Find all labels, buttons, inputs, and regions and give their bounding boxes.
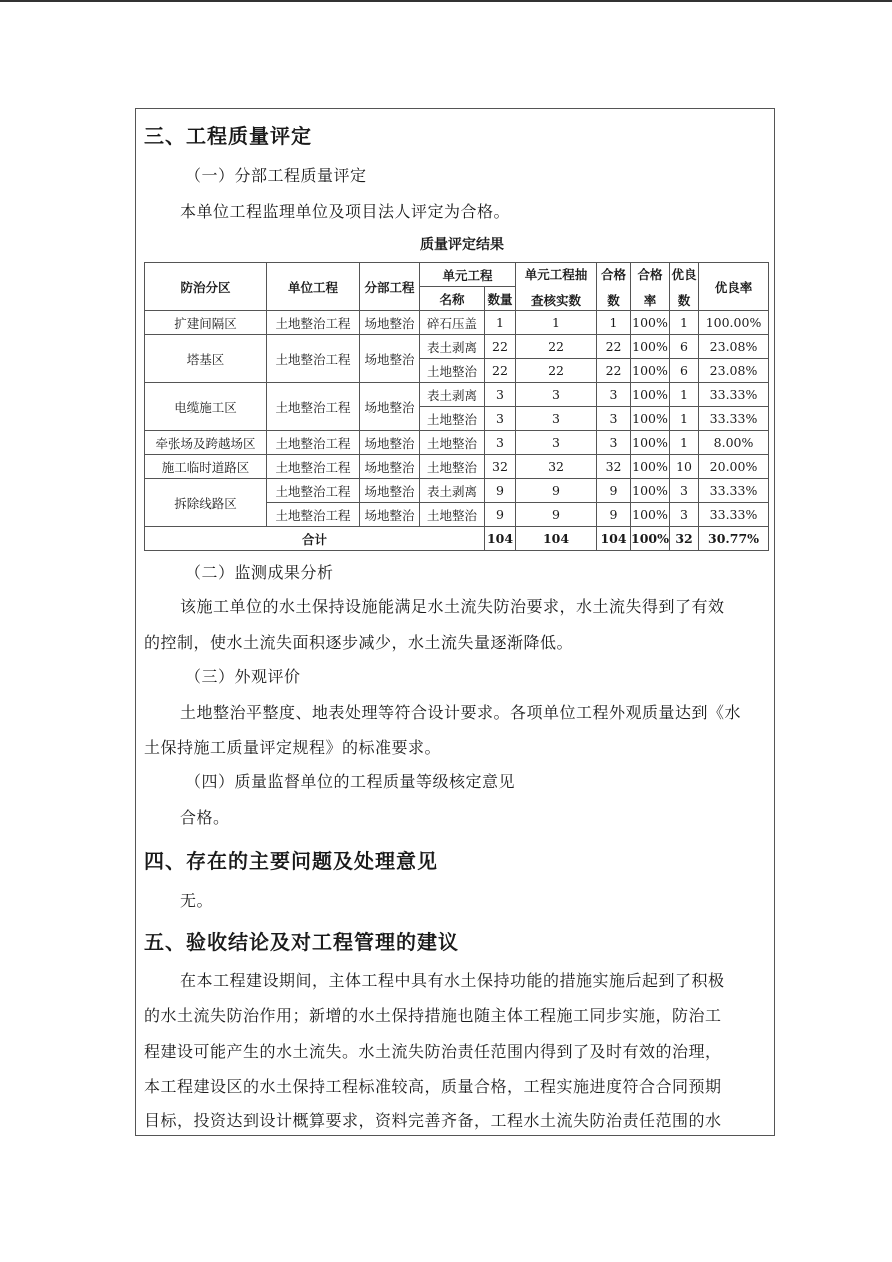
cell-zone: 扩建间隔区 — [145, 311, 267, 335]
table-total-row — [145, 527, 769, 551]
cell-count: 9 — [485, 479, 516, 503]
section5-line2: 的水土流失防治作用；新增的水土保持措施也随主体工程施工同步实施，防治工 — [144, 1006, 722, 1025]
section3-title: 三、工程质量评定 — [144, 124, 312, 148]
cell-unit: 土地整治工程 — [267, 455, 360, 479]
table-row — [145, 479, 769, 503]
cell-good-rate: 33.33% — [699, 503, 769, 527]
total-label: 合计 — [145, 527, 485, 551]
cell-zone: 施工临时道路区 — [145, 455, 267, 479]
total-pass-rate: 100% — [631, 527, 670, 551]
cell-name: 土地整治 — [420, 359, 485, 383]
page-top-border — [0, 0, 892, 2]
total-good: 32 — [670, 527, 699, 551]
cell-good-rate: 33.33% — [699, 383, 769, 407]
cell-pass: 22 — [597, 359, 631, 383]
table-row — [145, 455, 769, 479]
section3-sub4-text: 合格。 — [180, 808, 230, 827]
header-name: 名称 — [420, 287, 485, 311]
cell-good: 3 — [670, 503, 699, 527]
header-good-line2: 数 — [677, 292, 691, 308]
cell-count: 32 — [485, 455, 516, 479]
table-row — [145, 311, 769, 335]
header-good-line1: 优良 — [671, 266, 697, 282]
cell-pass: 32 — [597, 455, 631, 479]
cell-good: 3 — [670, 479, 699, 503]
total-check: 104 — [516, 527, 597, 551]
cell-pass-rate: 100% — [631, 335, 670, 359]
cell-check: 9 — [516, 503, 597, 527]
cell-pass-rate: 100% — [631, 359, 670, 383]
section5-line4: 本工程建设区的水土保持工程标准较高，质量合格，工程实施进度符合合同预期 — [144, 1077, 722, 1096]
cell-good: 10 — [670, 455, 699, 479]
section3-sub2: （二）监测成果分析 — [185, 563, 334, 582]
cell-name: 碎石压盖 — [420, 311, 485, 335]
cell-good-rate: 20.00% — [699, 455, 769, 479]
header-check-line2: 查核实数 — [531, 292, 582, 308]
section4-title: 四、存在的主要问题及处理意见 — [144, 849, 438, 873]
cell-zone: 电缆施工区 — [145, 383, 267, 431]
cell-count: 22 — [485, 335, 516, 359]
cell-name: 土地整治 — [420, 503, 485, 527]
cell-pass: 9 — [597, 503, 631, 527]
cell-unit: 土地整治工程 — [267, 383, 360, 431]
cell-part: 场地整治 — [360, 311, 420, 335]
section3-sub1: （一）分部工程质量评定 — [185, 166, 367, 185]
cell-count: 3 — [485, 383, 516, 407]
total-good-rate: 30.77% — [699, 527, 769, 551]
total-pass: 104 — [597, 527, 631, 551]
cell-good: 1 — [670, 407, 699, 431]
cell-count: 3 — [485, 407, 516, 431]
cell-zone: 牵张场及跨越场区 — [145, 431, 267, 455]
quality-table — [144, 262, 769, 551]
table-row — [145, 431, 769, 455]
header-count: 数量 — [485, 287, 516, 311]
cell-part: 场地整治 — [360, 335, 420, 383]
cell-unit: 土地整治工程 — [267, 335, 360, 383]
header-good — [670, 263, 699, 311]
cell-check: 3 — [516, 431, 597, 455]
header-pass-rate — [631, 263, 670, 311]
cell-check: 9 — [516, 479, 597, 503]
cell-pass-rate: 100% — [631, 407, 670, 431]
cell-part: 场地整治 — [360, 503, 420, 527]
cell-count: 1 — [485, 311, 516, 335]
cell-good: 6 — [670, 335, 699, 359]
cell-unit: 土地整治工程 — [267, 479, 360, 503]
section5-line5: 目标，投资达到设计概算要求，资料完善齐备，工程水土流失防治责任范围的水 — [144, 1111, 722, 1130]
table-row — [145, 383, 769, 407]
cell-count: 3 — [485, 431, 516, 455]
cell-name: 土地整治 — [420, 407, 485, 431]
total-count: 104 — [485, 527, 516, 551]
table-row — [145, 335, 769, 359]
header-pass-rate-line1: 合格 — [637, 266, 663, 282]
cell-good: 1 — [670, 383, 699, 407]
header-zone: 防治分区 — [145, 263, 267, 311]
cell-pass: 3 — [597, 431, 631, 455]
section3-sub2-line1: 该施工单位的水土保持设施能满足水土流失防治要求，水土流失得到了有效 — [180, 597, 725, 616]
section3-sub3-line1: 土地整治平整度、地表处理等符合设计要求。各项单位工程外观质量达到《水 — [180, 703, 742, 722]
cell-zone: 拆除线路区 — [145, 479, 267, 527]
cell-pass-rate: 100% — [631, 479, 670, 503]
cell-good-rate: 23.08% — [699, 359, 769, 383]
cell-pass-rate: 100% — [631, 455, 670, 479]
header-check — [516, 263, 597, 311]
header-check-line1: 单元工程抽 — [524, 266, 588, 282]
header-good-rate: 优良率 — [699, 263, 769, 311]
cell-good-rate: 33.33% — [699, 479, 769, 503]
cell-pass: 3 — [597, 407, 631, 431]
cell-name: 表土剥离 — [420, 335, 485, 359]
cell-check: 1 — [516, 311, 597, 335]
section3-sub2-line2: 的控制，使水土流失面积逐步减少，水土流失量逐渐降低。 — [144, 633, 574, 652]
section5-title: 五、验收结论及对工程管理的建议 — [144, 930, 459, 954]
header-pass — [597, 263, 631, 311]
cell-check: 22 — [516, 359, 597, 383]
cell-good: 1 — [670, 431, 699, 455]
section3-sub1-text: 本单位工程监理单位及项目法人评定为合格。 — [180, 202, 511, 221]
table-caption: 质量评定结果 — [420, 237, 504, 253]
cell-good-rate: 100.00% — [699, 311, 769, 335]
cell-check: 3 — [516, 407, 597, 431]
cell-check: 3 — [516, 383, 597, 407]
section5-line1: 在本工程建设期间，主体工程中具有水土保持功能的措施实施后起到了积极 — [180, 971, 725, 990]
cell-good-rate: 8.00% — [699, 431, 769, 455]
cell-name: 表土剥离 — [420, 479, 485, 503]
cell-count: 22 — [485, 359, 516, 383]
header-pass-line2: 数 — [607, 292, 620, 308]
cell-part: 场地整治 — [360, 431, 420, 455]
cell-check: 22 — [516, 335, 597, 359]
cell-good: 6 — [670, 359, 699, 383]
section4-text: 无。 — [180, 891, 214, 910]
cell-pass-rate: 100% — [631, 311, 670, 335]
cell-pass: 9 — [597, 479, 631, 503]
cell-unit: 土地整治工程 — [267, 503, 360, 527]
cell-count: 9 — [485, 503, 516, 527]
header-unit: 单位工程 — [267, 263, 360, 311]
cell-name: 表土剥离 — [420, 383, 485, 407]
cell-pass-rate: 100% — [631, 383, 670, 407]
section3-sub3: （三）外观评价 — [185, 667, 301, 686]
section5-line3: 程建设可能产生的水土流失。水土流失防治责任范围内得到了及时有效的治理， — [144, 1042, 722, 1061]
cell-part: 场地整治 — [360, 455, 420, 479]
cell-name: 土地整治 — [420, 455, 485, 479]
cell-unit: 土地整治工程 — [267, 311, 360, 335]
cell-pass-rate: 100% — [631, 503, 670, 527]
cell-unit: 土地整治工程 — [267, 431, 360, 455]
cell-good: 1 — [670, 311, 699, 335]
cell-pass: 22 — [597, 335, 631, 359]
section3-sub3-line2: 土保持施工质量评定规程》的标准要求。 — [144, 738, 442, 757]
cell-pass: 1 — [597, 311, 631, 335]
cell-part: 场地整治 — [360, 383, 420, 431]
cell-pass-rate: 100% — [631, 431, 670, 455]
cell-check: 32 — [516, 455, 597, 479]
header-part: 分部工程 — [360, 263, 420, 311]
cell-pass: 3 — [597, 383, 631, 407]
cell-name: 土地整治 — [420, 431, 485, 455]
cell-good-rate: 33.33% — [699, 407, 769, 431]
header-element: 单元工程 — [420, 263, 516, 287]
cell-zone: 塔基区 — [145, 335, 267, 383]
cell-good-rate: 23.08% — [699, 335, 769, 359]
header-pass-line1: 合格 — [601, 266, 627, 282]
header-pass-rate-line2: 率 — [643, 292, 657, 308]
section3-sub4: （四）质量监督单位的工程质量等级核定意见 — [185, 772, 516, 791]
cell-part: 场地整治 — [360, 479, 420, 503]
